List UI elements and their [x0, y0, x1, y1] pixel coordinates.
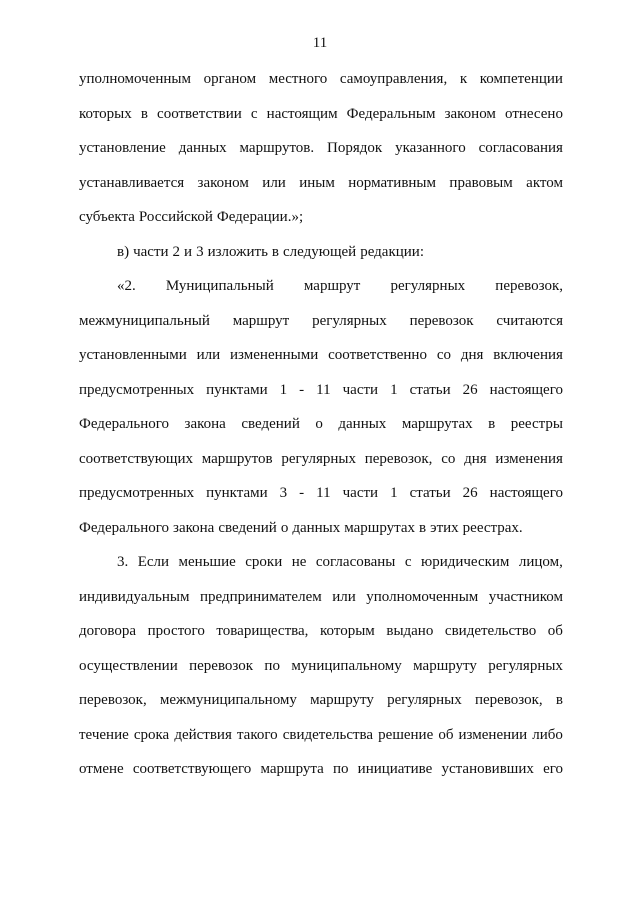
text-line: «2. Муниципальный маршрут регулярных перевозок,: [117, 278, 563, 294]
text-line: уполномоченным органом местного самоуправления, к компетенции: [79, 71, 563, 87]
paragraph: [79, 278, 563, 554]
text-line: 3. Если меньшие сроки не согласованы с юридическим лицом,: [117, 554, 563, 570]
text-line: межмуниципальный маршрут регулярных перевозок считаются: [79, 312, 563, 329]
text-line: Федерального закона сведений о данных маршрутах в этих реестрах.: [79, 519, 523, 536]
text-line: которых в соответствии с настоящим Федеральным законом отнесено: [79, 105, 563, 122]
text-line: договора простого товарищества, которым выдано свидетельство об: [79, 623, 563, 639]
text-line: осуществлении перевозок по муниципальному маршруту регулярных: [79, 657, 563, 674]
text-line: субъекта Российской Федерации.»;: [79, 209, 304, 225]
text-line: в) части 2 и 3 изложить в следующей редакции:: [117, 243, 424, 260]
text-line: отмене соответствующего маршрута по инициативе установивших его: [79, 761, 563, 777]
text-line: установление данных маршрутов. Порядок указанного согласования: [79, 140, 563, 156]
text-line: устанавливается законом или иным нормативным правовым актом: [79, 174, 563, 191]
text-line: установленными или измененными соответственно со дня включения: [79, 347, 563, 363]
document-body: [79, 71, 563, 796]
text-line: течение срока действия такого свидетельства решение об изменении либо: [79, 726, 563, 743]
text-line: предусмотренных пунктами 3 - 11 части 1 статьи 26 настоящего: [79, 485, 563, 501]
text-line: предусмотренных пунктами 1 - 11 части 1 статьи 26 настоящего: [79, 381, 563, 398]
text-line: соответствующих маршрутов регулярных перевозок, со дня изменения: [79, 450, 563, 467]
paragraph: [79, 244, 563, 279]
text-line: индивидуальным предпринимателем или уполномоченным участником: [79, 588, 563, 605]
paragraph: [79, 554, 563, 796]
text-line: перевозок, межмуниципальному маршруту регулярных перевозок, в: [79, 692, 563, 708]
page-number: 11: [312, 35, 328, 51]
paragraph: [79, 71, 563, 244]
text-line: Федерального закона сведений о данных маршрутах в реестры: [79, 416, 563, 432]
